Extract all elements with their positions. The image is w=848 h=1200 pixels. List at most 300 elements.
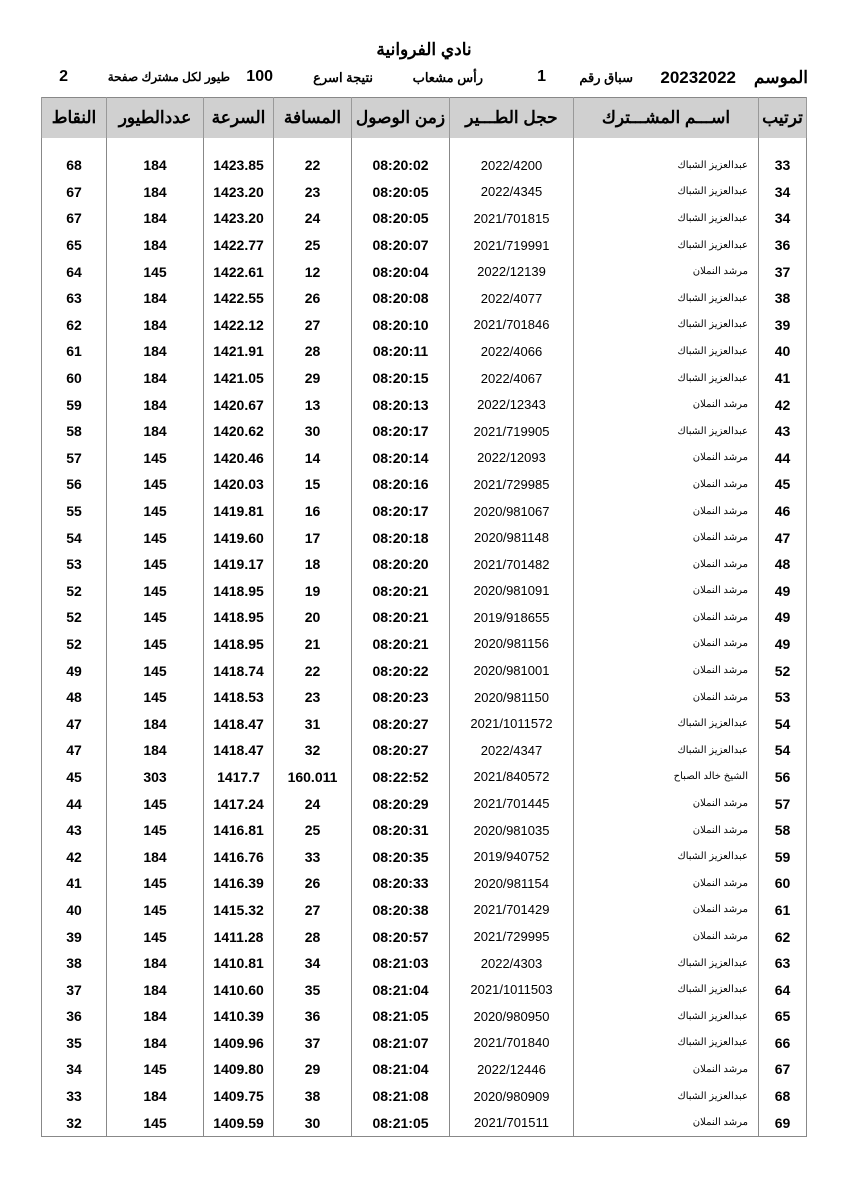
cell-bird-count: 184: [107, 338, 204, 365]
cell-arrival-time: 08:20:27: [352, 710, 450, 737]
table-row: [42, 258, 807, 285]
cell-bird-count: 145: [107, 551, 204, 578]
cell-arrival-time: 08:20:16: [352, 471, 450, 498]
cell-arrival-time: 08:20:57: [352, 923, 450, 950]
cell-arrival-time: 08:21:07: [352, 1030, 450, 1057]
cell-points: 48: [42, 684, 107, 711]
cell-distance: 27: [274, 897, 352, 924]
cell-arrival-time: 08:20:17: [352, 498, 450, 525]
cell-ring: 2020/981150: [450, 684, 574, 711]
cell-points: 52: [42, 578, 107, 605]
cell-arrival-time: 08:21:05: [352, 1003, 450, 1030]
season-value: 20232022: [660, 68, 736, 87]
cell-name: مرشد النملان: [574, 498, 759, 525]
cell-distance: 19: [274, 578, 352, 605]
cell-points: 49: [42, 657, 107, 684]
race-label: سباق رقم: [579, 70, 633, 85]
cell-name: مرشد النملان: [574, 471, 759, 498]
table-row: [42, 710, 807, 737]
cell-distance: 32: [274, 737, 352, 764]
cell-rank: 60: [759, 870, 807, 897]
cell-speed: 1420.62: [204, 418, 274, 445]
cell-rank: 40: [759, 338, 807, 365]
cell-rank: 61: [759, 897, 807, 924]
cell-distance: 37: [274, 1030, 352, 1057]
cell-points: 47: [42, 737, 107, 764]
cell-bird-count: 145: [107, 604, 204, 631]
cell-bird-count: 303: [107, 764, 204, 791]
cell-distance: 14: [274, 445, 352, 472]
cell-arrival-time: 08:20:17: [352, 418, 450, 445]
cell-bird-count: 145: [107, 258, 204, 285]
cell-name: مرشد النملان: [574, 790, 759, 817]
cell-distance: 21: [274, 631, 352, 658]
cell-name: عبدالعزيز الشباك: [574, 232, 759, 259]
cell-rank: 54: [759, 710, 807, 737]
cell-arrival-time: 08:20:20: [352, 551, 450, 578]
cell-name: مرشد النملان: [574, 445, 759, 472]
cell-name: مرشد النملان: [574, 684, 759, 711]
cell-points: 54: [42, 524, 107, 551]
cell-arrival-time: 08:21:04: [352, 1056, 450, 1083]
cell-points: 47: [42, 710, 107, 737]
cell-distance: 29: [274, 365, 352, 392]
cell-rank: 66: [759, 1030, 807, 1057]
cell-rank: 34: [759, 179, 807, 206]
cell-points: 63: [42, 285, 107, 312]
table-row: [42, 338, 807, 365]
cell-bird-count: 145: [107, 1056, 204, 1083]
table-row: [42, 312, 807, 339]
cell-ring: 2021/719905: [450, 418, 574, 445]
table-row: [42, 285, 807, 312]
cell-ring: 2021/729995: [450, 923, 574, 950]
cell-speed: 1418.95: [204, 604, 274, 631]
cell-ring: 2021/719991: [450, 232, 574, 259]
cell-arrival-time: 08:20:23: [352, 684, 450, 711]
table-row: [42, 1083, 807, 1110]
table-row: [42, 843, 807, 870]
cell-arrival-time: 08:20:15: [352, 365, 450, 392]
table-row: [42, 179, 807, 206]
cell-bird-count: 184: [107, 391, 204, 418]
cell-rank: 57: [759, 790, 807, 817]
cell-distance: 22: [274, 152, 352, 179]
cell-rank: 65: [759, 1003, 807, 1030]
cell-name: مرشد النملان: [574, 631, 759, 658]
cell-distance: 18: [274, 551, 352, 578]
cell-arrival-time: 08:20:07: [352, 232, 450, 259]
table-row: [42, 657, 807, 684]
cell-ring: 2021/701445: [450, 790, 574, 817]
cell-rank: 38: [759, 285, 807, 312]
cell-rank: 39: [759, 312, 807, 339]
cell-name: عبدالعزيز الشباك: [574, 205, 759, 232]
header-name: اســـم المشـــترك: [574, 98, 759, 139]
cell-bird-count: 145: [107, 631, 204, 658]
cell-name: مرشد النملان: [574, 1056, 759, 1083]
cell-ring: 2021/701482: [450, 551, 574, 578]
cell-arrival-time: 08:20:38: [352, 897, 450, 924]
cell-name: عبدالعزيز الشباك: [574, 1030, 759, 1057]
race-number: 1: [537, 68, 546, 85]
cell-ring: 2021/729985: [450, 471, 574, 498]
cell-bird-count: 145: [107, 897, 204, 924]
cell-speed: 1420.03: [204, 471, 274, 498]
cell-bird-count: 184: [107, 976, 204, 1003]
cell-bird-count: 145: [107, 498, 204, 525]
cell-name: عبدالعزيز الشباك: [574, 152, 759, 179]
cell-bird-count: 184: [107, 152, 204, 179]
header-arrival-time: زمن الوصول: [352, 98, 450, 139]
cell-distance: 28: [274, 338, 352, 365]
cell-distance: 17: [274, 524, 352, 551]
table-row: [42, 232, 807, 259]
table-row: [42, 551, 807, 578]
cell-bird-count: 145: [107, 657, 204, 684]
cell-arrival-time: 08:22:52: [352, 764, 450, 791]
cell-speed: 1421.05: [204, 365, 274, 392]
location: رأس مشعاب: [412, 70, 483, 85]
cell-arrival-time: 08:20:10: [352, 312, 450, 339]
cell-distance: 31: [274, 710, 352, 737]
cell-points: 37: [42, 976, 107, 1003]
cell-distance: 30: [274, 418, 352, 445]
table-row: [42, 790, 807, 817]
cell-rank: 48: [759, 551, 807, 578]
header-distance: المسافة: [274, 98, 352, 139]
table-row: [42, 1109, 807, 1136]
cell-points: 39: [42, 923, 107, 950]
cell-bird-count: 184: [107, 1083, 204, 1110]
cell-speed: 1416.39: [204, 870, 274, 897]
cell-points: 41: [42, 870, 107, 897]
cell-name: عبدالعزيز الشباك: [574, 312, 759, 339]
cell-rank: 58: [759, 817, 807, 844]
cell-points: 34: [42, 1056, 107, 1083]
cell-bird-count: 184: [107, 843, 204, 870]
cell-distance: 26: [274, 285, 352, 312]
table-row: [42, 205, 807, 232]
cell-ring: 2021/840572: [450, 764, 574, 791]
cell-rank: 62: [759, 923, 807, 950]
cell-speed: 1418.95: [204, 578, 274, 605]
cell-name: مرشد النملان: [574, 923, 759, 950]
table-row: [42, 471, 807, 498]
spacer-row: [42, 138, 807, 152]
cell-distance: 35: [274, 976, 352, 1003]
cell-arrival-time: 08:20:21: [352, 631, 450, 658]
cell-name: عبدالعزيز الشباك: [574, 1003, 759, 1030]
cell-arrival-time: 08:20:02: [352, 152, 450, 179]
cell-name: مرشد النملان: [574, 391, 759, 418]
cell-points: 64: [42, 258, 107, 285]
cell-arrival-time: 08:20:14: [352, 445, 450, 472]
cell-arrival-time: 08:21:08: [352, 1083, 450, 1110]
cell-ring: 2021/1011572: [450, 710, 574, 737]
cell-ring: 2022/4345: [450, 179, 574, 206]
table-row: [42, 737, 807, 764]
cell-arrival-time: 08:20:33: [352, 870, 450, 897]
cell-ring: 2022/4067: [450, 365, 574, 392]
cell-ring: 2022/4347: [450, 737, 574, 764]
cell-speed: 1409.75: [204, 1083, 274, 1110]
cell-distance: 25: [274, 817, 352, 844]
cell-speed: 1422.12: [204, 312, 274, 339]
race-info: [40, 68, 808, 92]
cell-arrival-time: 08:21:03: [352, 950, 450, 977]
cell-name: مرشد النملان: [574, 604, 759, 631]
cell-distance: 36: [274, 1003, 352, 1030]
cell-speed: 1409.59: [204, 1109, 274, 1136]
cell-distance: 34: [274, 950, 352, 977]
cell-name: مرشد النملان: [574, 551, 759, 578]
cell-ring: 2021/701840: [450, 1030, 574, 1057]
cell-rank: 52: [759, 657, 807, 684]
table-row: [42, 684, 807, 711]
cell-points: 68: [42, 152, 107, 179]
header-bird-count: عددالطيور: [107, 98, 204, 139]
cell-speed: 1411.28: [204, 923, 274, 950]
cell-speed: 1419.17: [204, 551, 274, 578]
cell-rank: 43: [759, 418, 807, 445]
cell-distance: 24: [274, 205, 352, 232]
cell-rank: 56: [759, 764, 807, 791]
cell-points: 33: [42, 1083, 107, 1110]
header-row: [42, 98, 807, 139]
cell-speed: 1419.81: [204, 498, 274, 525]
cell-points: 58: [42, 418, 107, 445]
cell-speed: 1417.7: [204, 764, 274, 791]
cell-distance: 24: [274, 790, 352, 817]
cell-distance: 12: [274, 258, 352, 285]
cell-ring: 2021/701511: [450, 1109, 574, 1136]
cell-distance: 28: [274, 923, 352, 950]
cell-distance: 38: [274, 1083, 352, 1110]
cell-points: 32: [42, 1109, 107, 1136]
cell-ring: 2019/918655: [450, 604, 574, 631]
cell-bird-count: 145: [107, 578, 204, 605]
cell-name: مرشد النملان: [574, 578, 759, 605]
cell-ring: 2020/980909: [450, 1083, 574, 1110]
table-row: [42, 764, 807, 791]
cell-points: 42: [42, 843, 107, 870]
cell-rank: 36: [759, 232, 807, 259]
cell-speed: 1416.76: [204, 843, 274, 870]
cell-bird-count: 145: [107, 1109, 204, 1136]
cell-arrival-time: 08:20:31: [352, 817, 450, 844]
cell-points: 43: [42, 817, 107, 844]
cell-bird-count: 184: [107, 737, 204, 764]
cell-speed: 1420.46: [204, 445, 274, 472]
cell-ring: 2021/701815: [450, 205, 574, 232]
cell-rank: 69: [759, 1109, 807, 1136]
cell-name: عبدالعزيز الشباك: [574, 1083, 759, 1110]
cell-points: 60: [42, 365, 107, 392]
table-row: [42, 418, 807, 445]
cell-rank: 44: [759, 445, 807, 472]
cell-rank: 49: [759, 578, 807, 605]
cell-name: عبدالعزيز الشباك: [574, 285, 759, 312]
cell-bird-count: 184: [107, 418, 204, 445]
cell-arrival-time: 08:20:11: [352, 338, 450, 365]
cell-speed: 1422.61: [204, 258, 274, 285]
cell-speed: 1420.67: [204, 391, 274, 418]
cell-arrival-time: 08:21:05: [352, 1109, 450, 1136]
cell-distance: 30: [274, 1109, 352, 1136]
table-row: [42, 1056, 807, 1083]
cell-bird-count: 184: [107, 950, 204, 977]
cell-speed: 1410.39: [204, 1003, 274, 1030]
cell-ring: 2020/981148: [450, 524, 574, 551]
cell-points: 35: [42, 1030, 107, 1057]
cell-ring: 2019/940752: [450, 843, 574, 870]
cell-points: 52: [42, 604, 107, 631]
cell-distance: 23: [274, 179, 352, 206]
cell-points: 36: [42, 1003, 107, 1030]
cell-points: 56: [42, 471, 107, 498]
cell-rank: 42: [759, 391, 807, 418]
cell-rank: 54: [759, 737, 807, 764]
cell-speed: 1423.20: [204, 205, 274, 232]
table-row: [42, 897, 807, 924]
cell-arrival-time: 08:20:08: [352, 285, 450, 312]
cell-ring: 2022/4066: [450, 338, 574, 365]
cell-points: 61: [42, 338, 107, 365]
cell-name: مرشد النملان: [574, 258, 759, 285]
cell-ring: 2022/4303: [450, 950, 574, 977]
table-row: [42, 817, 807, 844]
cell-speed: 1423.20: [204, 179, 274, 206]
table-row: [42, 923, 807, 950]
cell-rank: 53: [759, 684, 807, 711]
results-table: [41, 97, 807, 1137]
cell-speed: 1410.81: [204, 950, 274, 977]
cell-arrival-time: 08:20:27: [352, 737, 450, 764]
cell-speed: 1409.80: [204, 1056, 274, 1083]
cell-rank: 63: [759, 950, 807, 977]
cell-bird-count: 184: [107, 1003, 204, 1030]
cell-rank: 33: [759, 152, 807, 179]
cell-name: مرشد النملان: [574, 817, 759, 844]
cell-name: عبدالعزيز الشباك: [574, 418, 759, 445]
cell-arrival-time: 08:20:22: [352, 657, 450, 684]
cell-ring: 2020/981035: [450, 817, 574, 844]
cell-distance: 20: [274, 604, 352, 631]
cell-rank: 37: [759, 258, 807, 285]
cell-name: مرشد النملان: [574, 524, 759, 551]
cell-distance: 160.011: [274, 764, 352, 791]
cell-speed: 1410.60: [204, 976, 274, 1003]
cell-distance: 15: [274, 471, 352, 498]
page-number: 2: [59, 68, 68, 85]
table-row: [42, 1003, 807, 1030]
cell-distance: 16: [274, 498, 352, 525]
cell-ring: 2020/981154: [450, 870, 574, 897]
cell-name: عبدالعزيز الشباك: [574, 338, 759, 365]
cell-ring: 2022/4077: [450, 285, 574, 312]
table-row: [42, 870, 807, 897]
cell-rank: 49: [759, 631, 807, 658]
cell-bird-count: 145: [107, 445, 204, 472]
per-label: طيور لكل مشترك صفحة: [107, 70, 230, 84]
cell-bird-count: 184: [107, 365, 204, 392]
cell-bird-count: 145: [107, 684, 204, 711]
cell-points: 38: [42, 950, 107, 977]
cell-ring: 2022/12093: [450, 445, 574, 472]
cell-name: مرشد النملان: [574, 870, 759, 897]
cell-distance: 22: [274, 657, 352, 684]
cell-name: عبدالعزيز الشباك: [574, 976, 759, 1003]
cell-rank: 68: [759, 1083, 807, 1110]
table-row: [42, 152, 807, 179]
cell-name: عبدالعزيز الشباك: [574, 710, 759, 737]
cell-points: 67: [42, 179, 107, 206]
cell-arrival-time: 08:20:21: [352, 578, 450, 605]
cell-bird-count: 184: [107, 710, 204, 737]
cell-speed: 1422.77: [204, 232, 274, 259]
cell-ring: 2020/981156: [450, 631, 574, 658]
fastest-label: نتيجة اسرع: [313, 70, 373, 85]
cell-name: عبدالعزيز الشباك: [574, 365, 759, 392]
fastest-value: 100: [246, 68, 273, 85]
cell-speed: 1415.32: [204, 897, 274, 924]
cell-rank: 64: [759, 976, 807, 1003]
table-row: [42, 391, 807, 418]
cell-rank: 34: [759, 205, 807, 232]
table-row: [42, 498, 807, 525]
cell-points: 55: [42, 498, 107, 525]
cell-speed: 1418.47: [204, 710, 274, 737]
table-row: [42, 631, 807, 658]
cell-ring: 2022/12446: [450, 1056, 574, 1083]
cell-bird-count: 184: [107, 179, 204, 206]
season-label: الموسم: [753, 68, 808, 87]
cell-name: عبدالعزيز الشباك: [574, 843, 759, 870]
cell-distance: 33: [274, 843, 352, 870]
cell-speed: 1418.74: [204, 657, 274, 684]
cell-distance: 29: [274, 1056, 352, 1083]
header-points: النقاط: [42, 98, 107, 139]
cell-speed: 1418.53: [204, 684, 274, 711]
cell-bird-count: 184: [107, 312, 204, 339]
header-speed: السرعة: [204, 98, 274, 139]
cell-speed: 1419.60: [204, 524, 274, 551]
cell-speed: 1418.95: [204, 631, 274, 658]
cell-arrival-time: 08:21:04: [352, 976, 450, 1003]
cell-rank: 46: [759, 498, 807, 525]
cell-distance: 13: [274, 391, 352, 418]
cell-speed: 1417.24: [204, 790, 274, 817]
cell-ring: 2021/1011503: [450, 976, 574, 1003]
cell-ring: 2022/12343: [450, 391, 574, 418]
cell-speed: 1421.91: [204, 338, 274, 365]
cell-arrival-time: 08:20:04: [352, 258, 450, 285]
cell-rank: 47: [759, 524, 807, 551]
cell-speed: 1422.55: [204, 285, 274, 312]
cell-rank: 59: [759, 843, 807, 870]
table-row: [42, 578, 807, 605]
cell-speed: 1423.85: [204, 152, 274, 179]
cell-name: مرشد النملان: [574, 1109, 759, 1136]
cell-distance: 26: [274, 870, 352, 897]
table-row: [42, 976, 807, 1003]
cell-name: الشيخ خالد الصباح: [574, 764, 759, 791]
cell-bird-count: 145: [107, 471, 204, 498]
cell-arrival-time: 08:20:13: [352, 391, 450, 418]
cell-rank: 41: [759, 365, 807, 392]
header-rank: ترتيب: [759, 98, 807, 139]
